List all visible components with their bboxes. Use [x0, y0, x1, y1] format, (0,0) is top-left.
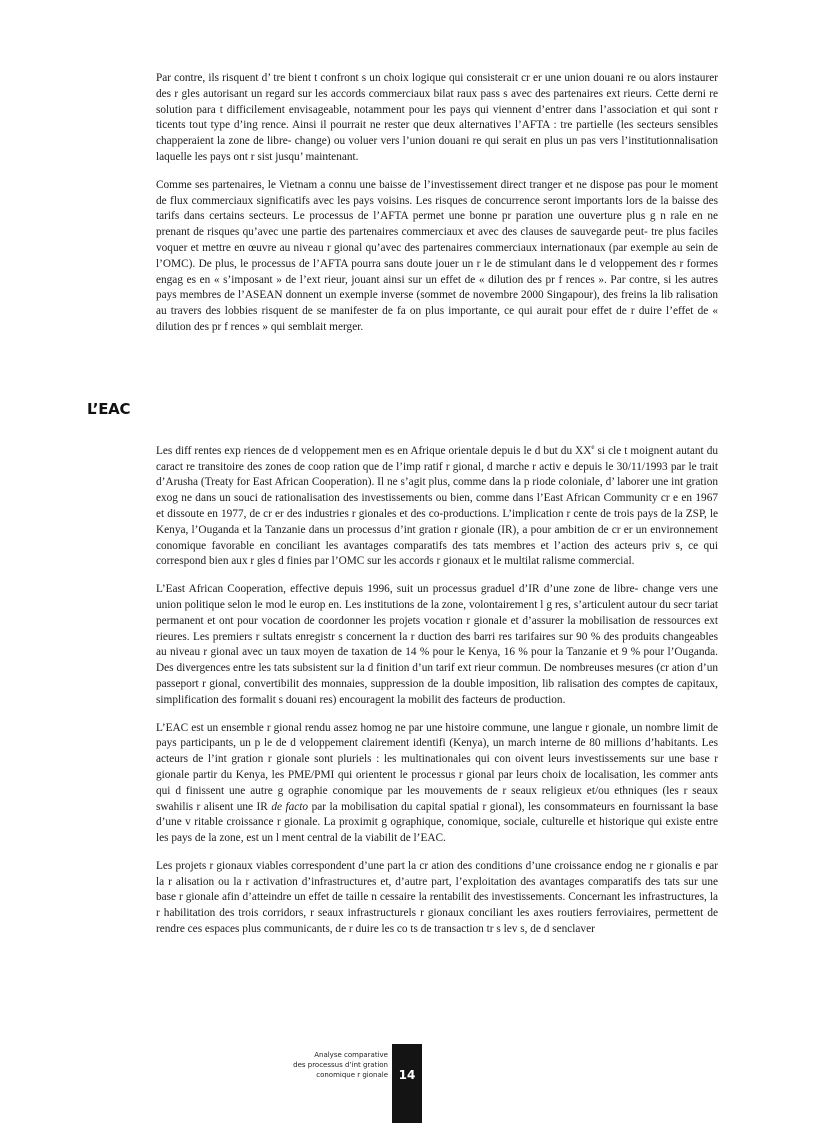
footer-caption — [293, 1050, 388, 1080]
paragraph-text: Les diff rentes exp riences de d veloppement men es en Afrique orientale depuis le d but du XX — [156, 444, 592, 457]
intro-paragraph: Par contre, ils risquent d’ tre bient t confront s un choix logique qui consisterait cr er une union douani re ou alors instaurer des r gles autorisant un regard sur les accords commerciaux bilat raux pass s avec des partenaires ext rieurs. Cette derni re solution para t difficilement envisageable, notamment pour les pays qui viennent d’entrer dans l’association et qui sont r ticents tout type d’ing rence. Ainsi il pourrait ne rester que deux alternatives l’AFTA : tre partielle (les secteurs sensibles chapperaient la zone de libre- change) ou voluer vers l’union douani re qui serait en plus un pas vers l’institutionnalisation laquelle les pays ont r sist jusqu’ maintenant. — [156, 72, 718, 163]
paragraph-text: si cle t moignent autant du caract re transitoire des zones de coop ration que de l’imp ratif r gional, d marche r activ e depuis le 30/11/1993 par le trait d’Arusha (Treaty for East African Cooperation). Il ne s’agit plus, comme dans la p riode coloniale, d’ laborer une int gration exog ne dans un souci de rationalisation des investissements ou bien, comme dans l’East African Community cr e en 1967 et dissoute en 1977, de cr er des industries r gionales et des co-productions. L’implication r cente de trois pays de la ZSP, le Kenya, l’Ouganda et la Tanzanie dans un processus d’int gration r gionale (IR), a pour ambition de cr er un environnement conomique favorable en conciliant les avantages comparatifs des tats membres et l’action des acteurs priv s, ce qui correspond bien aux r gles d finies par l’OMC sur les accords r gionaux et le multilat ralisme commercial. — [156, 444, 719, 568]
section-heading: L’EAC — [87, 400, 131, 418]
section-paragraph: Les projets r gionaux viables correspondent d’une part la cr ation des conditions d’une croissance endog ne r gionalis e par la r alisation ou la r activation d’infrastructures et, d’autre part, l’exploitation des avantages comparatifs des tats sur une base r gionale afin d’atteindre un effet de taille n cessaire la rentabilit des investissements. Concernant les infrastructures, la r habilitation des trois corridors, r seaux infrastructurels r gionaux conciliant les axes routiers ferroviaires, permettent de rendre ces espaces plus communicants, de r duire les co ts de transaction tr s lev s, de d senclaver — [156, 859, 718, 936]
footer-caption-line: Analyse comparative — [314, 1051, 388, 1059]
page-number: 14 — [398, 1068, 416, 1082]
intro-paragraph: Comme ses partenaires, le Vietnam a connu une baisse de l’investissement direct tranger et ne dispose pas pour le moment de flux commerciaux significatifs avec les pays voisins. Les risques de concurrence seront importants lors de la baisse des tarifs dans certains secteurs. Le processus de l’AFTA permet une bonne pr paration une ouverture plus g n rale en ne prenant de risques qu’avec une partie des partenaires commerciaux et avec des clauses de sauvegarde peut- tre plus faciles voquer et mettre en œuvre au niveau r gional qu’avec des partenaires commerciaux internationaux (par exemple au sein de l’OMC). De plus, le processus de l’AFTA pourra sans doute jouer un r le de stimulant dans le d veloppement des r formes engag es en « s’imposant » de l’ext rieur, jouant ainsi sur un effet de « dilution des pr f rences ». Par contre, si les autres pays membres de l’ASEAN donnent un exemple inverse (sommet de novembre 2000 Singapour), des freins la lib ralisation au travers des lobbies risquent de se manifester de fa on plus importante, ce qui aurait pour effet de r duire l’effet de « dilution des pr f rences » qui semblait merger. — [156, 178, 718, 333]
page-number-box — [392, 1044, 422, 1123]
paragraph-text: par la mobilisation du capital spatial r gional), les consommateurs en fournissant la base d’une v ritable croissance r gionale. La proximit g ographique, conomique, sociale, culturelle et historique qui existe entre les pays de la zone, est un l ment central de la viabilit de l’EAC. — [156, 800, 719, 845]
footer-caption-line: conomique r gionale — [316, 1071, 388, 1079]
section-paragraph — [156, 440, 718, 570]
superscript: e — [591, 443, 595, 451]
intro-text-block — [156, 71, 718, 348]
paragraph-text: L’EAC est un ensemble r gional rendu assez homog ne par une histoire commune, une langue r gionale, un nombre limit de pays participants, un p le de d veloppement clairement identifi (Kenya), un march interne de 80 millions d’habitants. Les acteurs de l’int gration r gionale sont pluriels : les multinationales qui con oivent leurs investissements sur une base r gionale partir du Kenya, les PME/PMI qui orientent le processus r gional par leurs choix de localisation, les commer ants qui d finissent une autre g ographie conomique par les mouvements de r seaux religieux et/ou ethniques (les r seaux swahilis r alisent une IR — [156, 721, 718, 813]
section-text-block — [156, 440, 718, 950]
section-paragraph: L’East African Cooperation, effective depuis 1996, suit un processus graduel d’IR d’une zone de libre- change vers une union politique selon le mod le europ en. Les institutions de la zone, volontairement l g res, s’articulent autour du secr tariat permanent et ont pour vocation de coordonner les projets vocation r gionale et d’assurer la mobilisation de ressources ext rieures. Les premiers r sultats enregistr s concernent la r duction des barri res tarifaires sur 90 % des produits changeables au niveau r gional avec un taux moyen de taxation de 14 % pour le Kenya, 16 % pour la Tanzanie et 9 % pour l’Ouganda. Des divergences entre les tats subsistent sur la d finition d’un tarif ext rieur commun. De nombreuses mesures (cr ation d’un passeport r gional, convertibilit des monnaies, suppression de la double imposition, lib ralisation des comptes de capitaux, simplification des formalit s douani res) encouragent la mobilit des facteurs de production. — [156, 583, 718, 706]
footer-caption-line: des processus d’int gration — [293, 1061, 388, 1069]
italic-term: de facto — [271, 800, 309, 813]
section-paragraph — [156, 721, 718, 847]
